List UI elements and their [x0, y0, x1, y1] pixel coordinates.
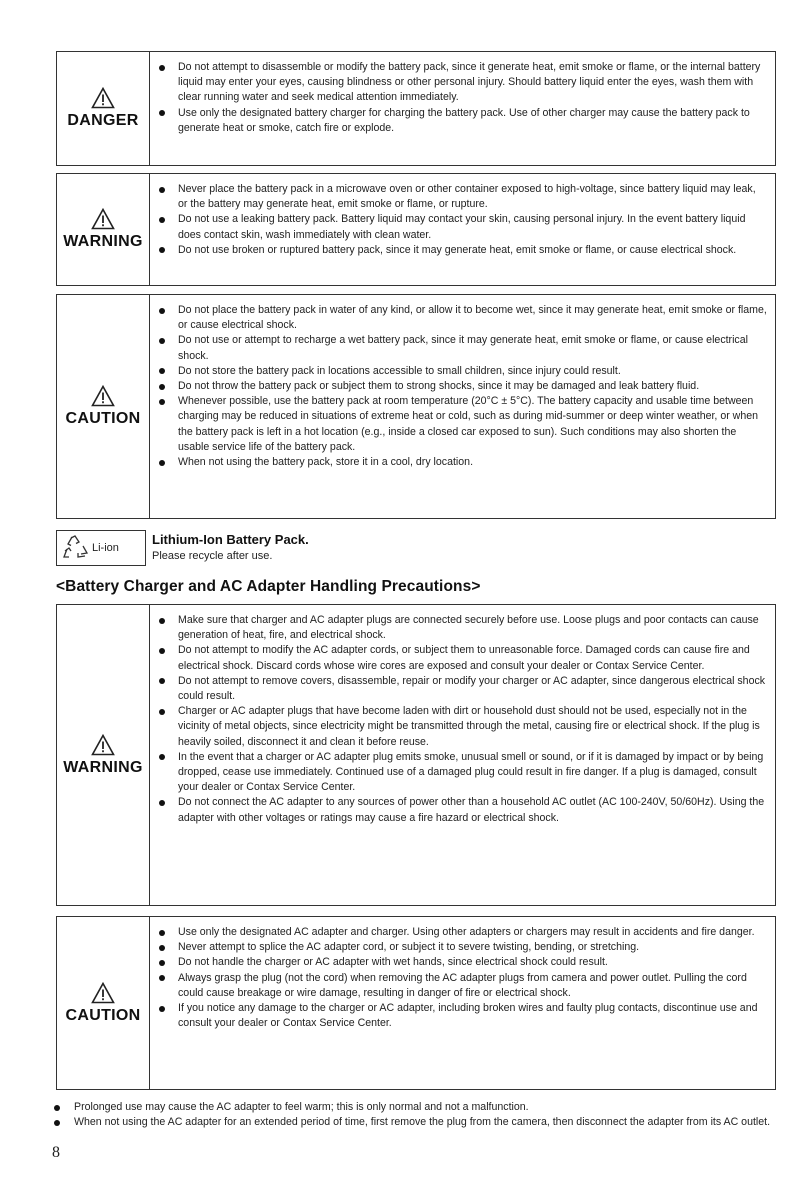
list-item: In the event that a charger or AC adapter plug emits smoke, unusual smell or sound, or if it is damaged by impact or by being dropped, cease use immediately. Continued use of a damaged plug could result in fire danger. If a plug is damaged, consult your dealer or Contax Service Center.: [178, 750, 767, 796]
list-item: Never place the battery pack in a microwave oven or other container exposed to high-voltage, since battery liquid may leak, or the battery may generate heat, emit smoke or flame, or rupture.: [178, 182, 767, 212]
warning-label-column: [57, 605, 150, 905]
recycle-icon: [61, 534, 89, 562]
recycle-badge: [56, 530, 146, 566]
list-item: When not using the AC adapter for an extended period of time, first remove the plug from the camera, then disconnect the adapter from its AC outlet.: [74, 1115, 794, 1130]
list-item: If you notice any damage to the charger or AC adapter, including broken wires and faulty plug contacts, discontinue use and consult your dealer or Contax Service Center.: [178, 1001, 767, 1031]
list-item: Always grasp the plug (not the cord) when removing the AC adapter plugs from camera and power outlet. Pulling the cord could cause breakage or wire damage, resulting in danger of fire or electrical shock.: [178, 971, 767, 1001]
caution-label: CAUTION: [65, 1006, 141, 1024]
recycle-badge-text: Li-ion: [92, 542, 119, 554]
warning-triangle-icon: [91, 982, 115, 1004]
danger-box: [56, 51, 776, 166]
warning-triangle-icon: [91, 208, 115, 230]
list-item: Do not connect the AC adapter to any sources of power other than a household AC outlet (AC 100-240V, 50/60Hz). Using the adapter with other voltages or ratings may cause a fire hazard or electrical shock.: [178, 795, 767, 825]
list-item: Do not attempt to remove covers, disassemble, repair or modify your charger or AC adapter, since dangerous electrical shock could result.: [178, 674, 767, 704]
list-item: Use only the designated AC adapter and charger. Using other adapters or chargers may result in accidents and fire danger.: [178, 925, 767, 940]
list-item: Do not throw the battery pack or subject them to strong shocks, since it may be damaged and leak battery fluid.: [178, 379, 767, 394]
danger-label-column: [57, 52, 150, 165]
list-item: Do not handle the charger or AC adapter with wet hands, since electrical shock could result.: [178, 955, 767, 970]
danger-list: [150, 52, 775, 165]
danger-label: DANGER: [67, 112, 139, 129]
list-item: Do not attempt to modify the AC adapter cords, or subject them to unreasonable force. Damaged cords can cause fire and electrical shock. Discard cords whose wire cores are exposed and consult your dealer or Contax Service Center.: [178, 643, 767, 673]
section-heading: <Battery Charger and AC Adapter Handling Precautions>: [56, 578, 481, 595]
list-item: Do not attempt to disassemble or modify the battery pack, since it generate heat, emit smoke or flame, or the internal battery liquid may enter your eyes, causing blindness or other personal injury. Should battery liquid enter the eyes, wash them with clear running water and seek medical attention immediately.: [178, 60, 767, 106]
list-item: Charger or AC adapter plugs that have become laden with dirt or household dust should not be used, especially not in the vicinity of metal objects, since electricity might be transmitted through the metal, causing fire or electrical shock. If the plug is heavily soiled, disconnect it and clean it before reuse.: [178, 704, 767, 750]
warning-label: WARNING: [63, 233, 143, 250]
warning-list: [150, 605, 775, 905]
warning-label: WARNING: [63, 758, 143, 776]
list-item: Prolonged use may cause the AC adapter to feel warm; this is only normal and not a malfunction.: [74, 1100, 794, 1115]
footer-notes: [52, 1100, 794, 1130]
warning-triangle-icon: [91, 734, 115, 756]
list-item: Do not use or attempt to recharge a wet battery pack, since it may generate heat, emit smoke or flame, or cause electrical shock.: [178, 333, 767, 363]
warning-box-battery: [56, 173, 776, 286]
list-item: Whenever possible, use the battery pack at room temperature (20°C ± 5°C). The battery capacity and usable time between charging may be reduced in situations of extreme heat or cold, such as during mid-summer or deep winter weather, or when the battery pack is left in a hot location (e.g., inside a closed car exposed to sun). Such conditions may also shorten the usable service life of the battery pack.: [178, 394, 767, 455]
list-item: Make sure that charger and AC adapter plugs are connected securely before use. Loose plugs and poor contacts can cause generation of heat, fire, and electrical shock.: [178, 613, 767, 643]
caution-list: [150, 917, 775, 1089]
page-number: 8: [52, 1144, 60, 1161]
liion-subtitle: Please recycle after use.: [152, 550, 273, 562]
list-item: Never attempt to splice the AC adapter cord, or subject it to severe twisting, bending, or stretching.: [178, 940, 767, 955]
warning-box-charger: [56, 604, 776, 906]
warning-label-column: [57, 174, 150, 285]
caution-list: [150, 295, 775, 518]
list-item: Do not use broken or ruptured battery pack, since it may generate heat, emit smoke or flame, or cause electrical shock.: [178, 243, 767, 258]
caution-box-charger: [56, 916, 776, 1090]
warning-list: [150, 174, 775, 285]
warning-triangle-icon: [91, 385, 115, 407]
caution-label: CAUTION: [65, 410, 141, 427]
caution-label-column: [57, 917, 150, 1089]
caution-box-battery: [56, 294, 776, 519]
list-item: When not using the battery pack, store it in a cool, dry location.: [178, 455, 767, 470]
list-item: Do not place the battery pack in water of any kind, or allow it to become wet, since it may generate heat, emit smoke or flame, or cause electrical shock.: [178, 303, 767, 333]
caution-label-column: [57, 295, 150, 518]
list-item: Use only the designated battery charger for charging the battery pack. Use of other charger may cause the battery pack to generate heat or smoke, catch fire or explode.: [178, 106, 767, 136]
list-item: Do not store the battery pack in locations accessible to small children, since injury could result.: [178, 364, 767, 379]
warning-triangle-icon: [91, 87, 115, 109]
list-item: Do not use a leaking battery pack. Battery liquid may contact your skin, causing personal injury. In the event battery liquid does contact skin, wash immediately with clean water.: [178, 212, 767, 242]
liion-title: Lithium-Ion Battery Pack.: [152, 532, 309, 547]
